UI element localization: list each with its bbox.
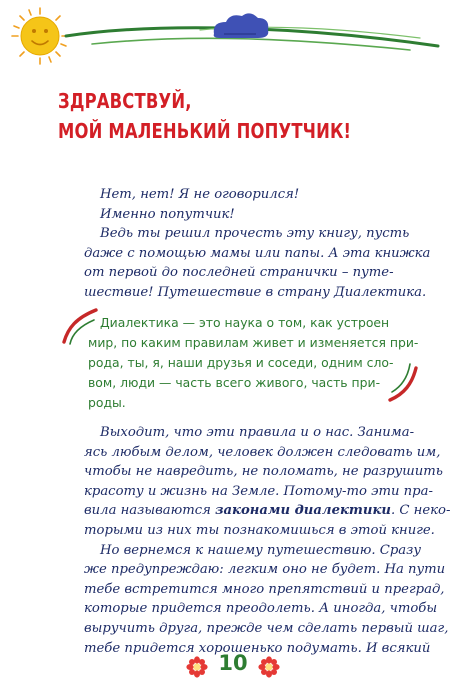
text-line: торыми из них ты познакомишься в этой книге. — [84, 522, 435, 538]
text-line: же предупреждаю: легким оно не будет. На пути — [84, 562, 446, 578]
text-line: выручить друга, прежде чем сделать первый шаг, — [84, 620, 449, 636]
page-number: 10 — [218, 651, 248, 675]
callout-line: рода, ты, я, наши друзья и соседи, одним сло- — [88, 355, 394, 370]
text-line: даже с помощью мамы или папы. А эта книжка — [84, 245, 431, 261]
callout-line: Диалектика — это наука о том, как устроен — [100, 315, 390, 330]
title-line: ЗДРАВСТВУЙ, — [58, 89, 192, 113]
text-line: от первой до последней странички – путе- — [84, 265, 394, 281]
body-paragraph — [84, 423, 451, 658]
text-line: тебе придется хорошенько подумать. И всякий — [84, 640, 431, 656]
sun-icon — [12, 8, 68, 64]
text-line: красоту и жизнь на Земле. Потому-то эти пра- — [84, 483, 433, 499]
text-line: Но вернемся к нашему путешествию. Сразу — [100, 542, 422, 558]
title-line: МОЙ МАЛЕНЬКИЙ ПОПУТЧИК! — [58, 119, 352, 143]
flower-icon — [186, 656, 208, 678]
bold-term: законами диалектики — [215, 503, 391, 519]
text-line: которые придется преодолеть. А иногда, чтобы — [84, 601, 438, 617]
text-line: ясь любым делом, человек должен следовать им, — [84, 444, 441, 460]
callout-line: мир, по каким правилам живет и изменяется при- — [88, 335, 419, 350]
text-line: шествие! Путешествие в страну Диалектика. — [84, 284, 427, 300]
cloud-icon — [214, 13, 269, 38]
text-run: вила называются — [84, 503, 216, 519]
text-line: чтобы не навредить, не поломать, не разрушить — [84, 464, 443, 480]
callout-line: роды. — [88, 395, 126, 410]
text-line: Ведь ты решил прочесть эту книгу, пусть — [100, 226, 410, 242]
text-line: Нет, нет! Я не оговорился! — [100, 187, 300, 202]
text-line: Именно попутчик! — [100, 206, 235, 222]
page-title — [58, 86, 351, 146]
callout-line: вом, люди — часть всего живого, часть при- — [88, 375, 381, 390]
text-line — [84, 501, 451, 521]
flower-icon — [258, 656, 280, 678]
definition-callout — [88, 313, 423, 413]
text-line: тебе встретится много препятствий и преград, — [84, 581, 445, 597]
text-line: Выходит, что эти правила и о нас. Занима- — [100, 425, 415, 440]
intro-paragraph — [84, 185, 431, 303]
header-decoration — [0, 0, 466, 80]
text-run: . С неко- — [390, 503, 451, 519]
